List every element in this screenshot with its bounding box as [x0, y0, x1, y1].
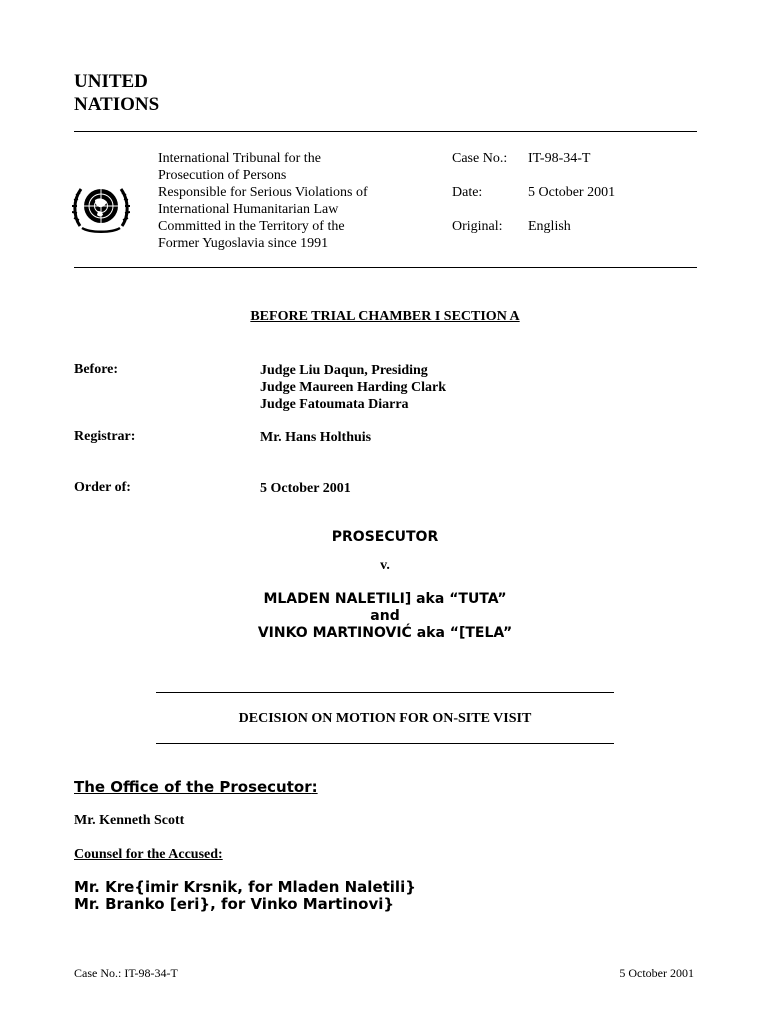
order-value: 5 October 2001: [260, 481, 351, 496]
before-label: Before:: [74, 362, 119, 377]
header-bottom-divider: [74, 267, 697, 268]
tribunal-line: Committed in the Territory of the: [158, 219, 345, 234]
date-row: [452, 184, 615, 218]
registrar-label: Registrar:: [74, 429, 136, 444]
original-row: [452, 218, 615, 252]
org-line-2: NATIONS: [74, 94, 160, 115]
org-line-1: UNITED: [74, 71, 148, 92]
tribunal-line: Former Yugoslavia since 1991: [158, 236, 329, 251]
registrar-value: Mr. Hans Holthuis: [260, 430, 372, 445]
judges-list: [260, 362, 446, 413]
original-label: Original:: [452, 219, 503, 234]
counsel-line: Mr. Kre{imir Krsnik, for Mladen Naletili}: [74, 878, 416, 896]
tribunal-line: International Humanitarian Law: [158, 202, 339, 217]
footer-date: 5 October 2001: [619, 966, 694, 980]
and-text: and: [370, 608, 400, 624]
judge-name: Judge Liu Daqun, Presiding: [260, 363, 428, 378]
tribunal-line: Responsible for Serious Violations of: [158, 185, 368, 200]
prosecutor-heading: PROSECUTOR: [331, 529, 439, 545]
tribunal-line: Prosecution of Persons: [158, 168, 287, 183]
footer-case-number: Case No.: IT-98-34-T: [74, 966, 178, 980]
otp-heading-colon: :: [311, 778, 318, 796]
accused-2: VINKO MARTINOVIĆ aka “[TELA”: [257, 625, 513, 641]
decision-top-rule: [156, 692, 614, 693]
counsel-list: [74, 879, 416, 913]
case-number-value: IT-98-34-T: [528, 151, 591, 166]
order-label: Order of:: [74, 480, 131, 495]
prosecutor-name: Mr. Kenneth Scott: [74, 813, 185, 828]
date-label: Date:: [452, 185, 483, 200]
counsel-heading: Counsel for the Accused:: [74, 847, 223, 862]
chamber-heading: BEFORE TRIAL CHAMBER I SECTION A: [250, 309, 520, 324]
tribunal-line: International Tribunal for the: [158, 151, 321, 166]
top-divider: [74, 131, 697, 132]
un-emblem-icon: [72, 180, 130, 234]
judge-name: Judge Fatoumata Diarra: [260, 397, 409, 412]
case-number-label: Case No.:: [452, 151, 508, 166]
judge-name: Judge Maureen Harding Clark: [260, 380, 447, 395]
tribunal-name: [158, 150, 428, 252]
otp-heading: [74, 778, 318, 796]
counsel-line: Mr. Branko [eri}, for Vinko Martinovi}: [74, 895, 395, 913]
date-value: 5 October 2001: [528, 185, 616, 200]
accused-1: MLADEN NALETILI] aka “TUTA”: [263, 591, 507, 607]
original-value: English: [528, 219, 571, 234]
case-number-row: [452, 150, 615, 184]
decision-title: DECISION ON MOTION FOR ON-SITE VISIT: [238, 711, 532, 726]
case-metadata: [452, 150, 615, 252]
organization-title: [74, 70, 159, 116]
decision-bottom-rule: [156, 743, 614, 744]
versus-text: v.: [380, 558, 390, 573]
otp-heading-text: The Office of the Prosecutor: [74, 778, 312, 796]
